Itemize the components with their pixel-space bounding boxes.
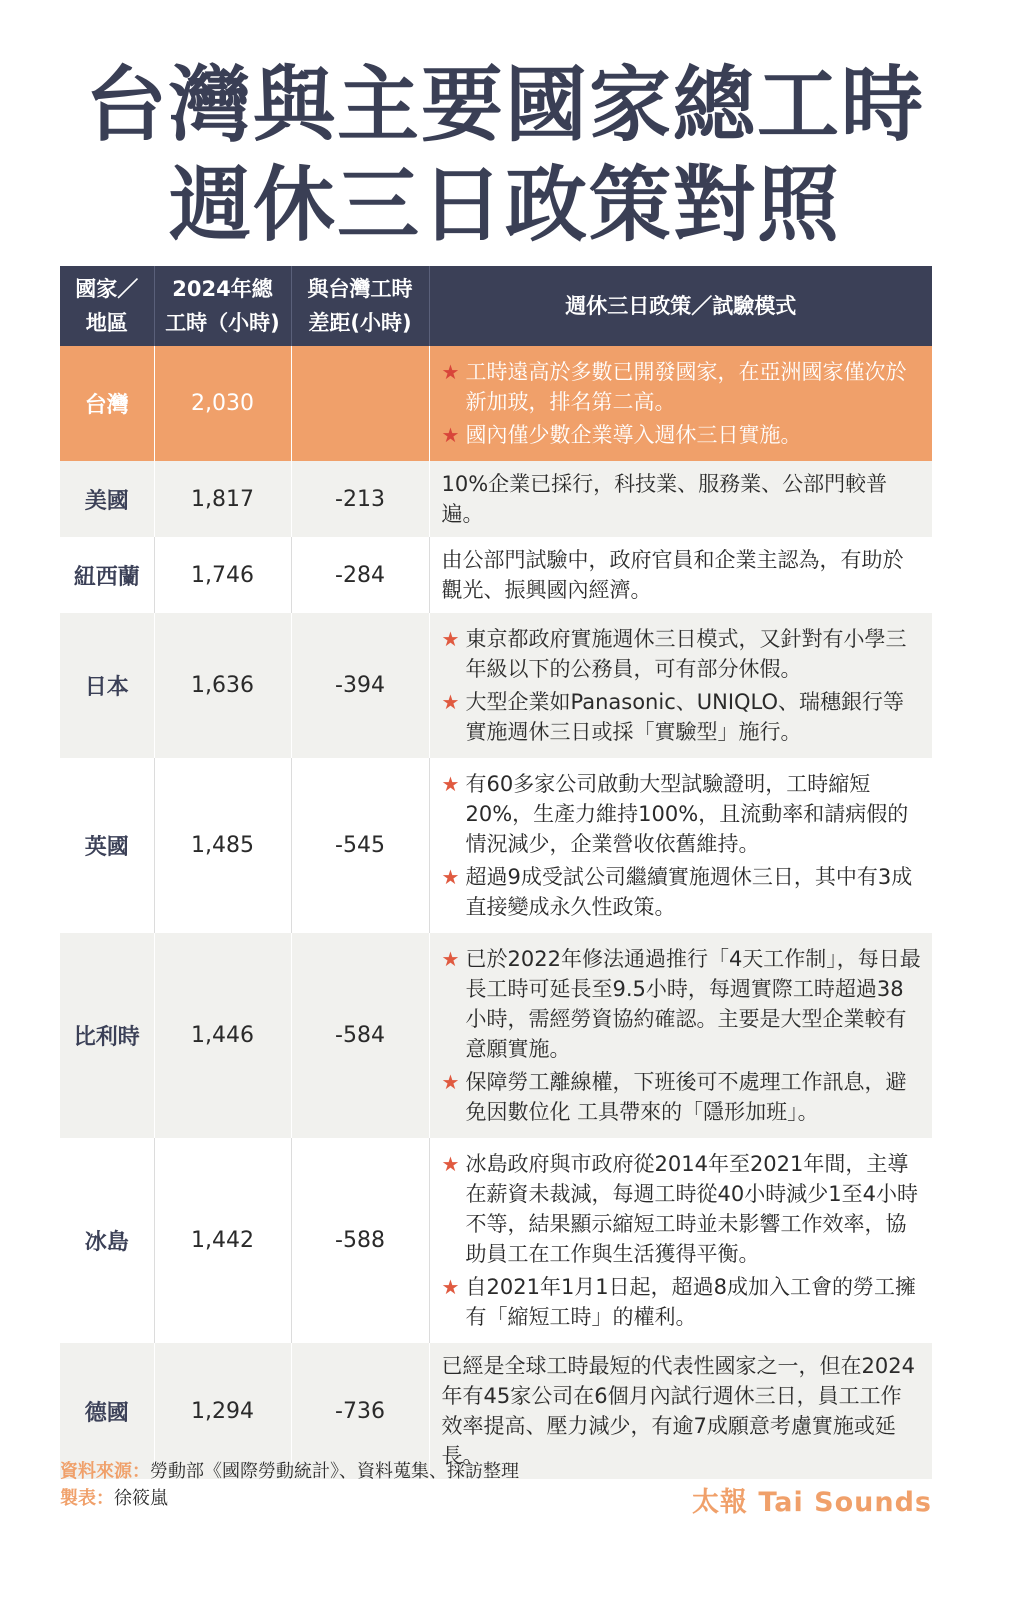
hours-cell: 1,294	[154, 1343, 291, 1479]
table-row-iceland	[60, 1138, 932, 1343]
policy-bullet: ★ 有60多家公司啟動大型試驗證明，工時縮短20%，生產力維持100%，且流動率和請病假的情況減少，企業營收依舊維持。	[442, 769, 923, 859]
policy-bullet: ★ 保障勞工離線權，下班後可不處理工作訊息，避免因數位化 工具帶來的「隱形加班」。	[442, 1067, 923, 1127]
gap-cell: -213	[291, 461, 429, 537]
policy-bullet: ★ 已於2022年修法通過推行「4天工作制」，每日最長工時可延長至9.5小時，每週實際工時超過38小時，需經勞資協約確認。主要是大型企業較有意願實施。	[442, 944, 923, 1064]
policy-cell	[429, 613, 932, 758]
country-cell: 英國	[60, 758, 154, 933]
table-header-row	[60, 266, 932, 346]
maker-line	[60, 1485, 519, 1512]
policy-bullet: ★ 超過9成受試公司繼續實施週休三日，其中有3成直接變成永久性政策。	[442, 862, 923, 922]
hours-cell: 2,030	[154, 346, 291, 461]
gap-cell: -736	[291, 1343, 429, 1479]
policy-cell	[429, 346, 932, 461]
table-row-taiwan	[60, 346, 932, 461]
policy-bullet: ★ 大型企業如Panasonic、UNIQLO、瑞穗銀行等實施週休三日或採「實驗型」施行。	[442, 687, 923, 747]
hours-cell: 1,442	[154, 1138, 291, 1343]
brand-logo: 太報 Tai Sounds	[691, 1487, 932, 1518]
footer-credits	[60, 1458, 519, 1512]
country-cell: 美國	[60, 461, 154, 537]
star-icon: ★	[441, 627, 460, 651]
table-row-belgium	[60, 933, 932, 1138]
country-cell: 德國	[60, 1343, 154, 1479]
policy-cell: 由公部門試驗中，政府官員和企業主認為，有助於觀光、振興國內經濟。	[429, 537, 932, 613]
header-country: 國家／ 地區	[60, 266, 154, 346]
comparison-table	[60, 266, 932, 1479]
hours-cell: 1,485	[154, 758, 291, 933]
source-text: 勞動部《國際勞動統計》、資料蒐集、採訪整理	[150, 1461, 519, 1482]
gap-cell: -284	[291, 537, 429, 613]
table-row-japan	[60, 613, 932, 758]
country-cell: 紐西蘭	[60, 537, 154, 613]
policy-cell	[429, 758, 932, 933]
star-icon: ★	[441, 1275, 460, 1299]
star-icon: ★	[441, 865, 460, 889]
star-icon: ★	[441, 423, 460, 447]
gap-cell: -588	[291, 1138, 429, 1343]
title-line-2: 週休三日政策對照	[168, 158, 841, 253]
star-icon: ★	[441, 690, 460, 714]
star-icon: ★	[441, 947, 460, 971]
policy-cell	[429, 933, 932, 1138]
policy-cell: 已經是全球工時最短的代表性國家之一，但在2024年有45家公司在6個月內試行週休三日，員工工作效率提高、壓力減少，有逾7成願意考慮實施或延長。	[429, 1343, 932, 1479]
policy-bullet: ★ 東京都政府實施週休三日模式，又針對有小學三年級以下的公務員，可有部分休假。	[442, 624, 923, 684]
gap-cell	[291, 346, 429, 461]
star-icon: ★	[441, 360, 460, 384]
source-line	[60, 1458, 519, 1485]
maker-text: 徐筱嵐	[114, 1488, 168, 1509]
star-icon: ★	[441, 772, 460, 796]
policy-bullet: ★ 冰島政府與市政府從2014年至2021年間，主導在薪資未裁減，每週工時從40小時減少1至4小時不等，結果顯示縮短工時並未影響工作效率，協助員工在工作與生活獲得平衡。	[442, 1149, 923, 1269]
gap-cell: -545	[291, 758, 429, 933]
star-icon: ★	[441, 1152, 460, 1176]
gap-cell: -584	[291, 933, 429, 1138]
country-cell: 日本	[60, 613, 154, 758]
policy-bullet: ★ 國內僅少數企業導入週休三日實施。	[442, 420, 923, 450]
policy-cell: 10%企業已採行，科技業、服務業、公部門較普遍。	[429, 461, 932, 537]
hours-cell: 1,817	[154, 461, 291, 537]
policy-bullet: ★ 自2021年1月1日起，超過8成加入工會的勞工擁有「縮短工時」的權利。	[442, 1272, 923, 1332]
hours-cell: 1,446	[154, 933, 291, 1138]
source-label: 資料來源：	[60, 1461, 150, 1482]
title-line-1: 台灣與主要國家總工時	[84, 58, 925, 153]
policy-bullet: ★ 工時遠高於多數已開發國家，在亞洲國家僅次於新加玻，排名第二高。	[442, 357, 923, 417]
table-row-new-zealand	[60, 537, 932, 613]
star-icon: ★	[441, 1070, 460, 1094]
country-cell: 台灣	[60, 346, 154, 461]
table-row-usa	[60, 461, 932, 537]
header-hours: 2024年總 工時（小時)	[154, 266, 291, 346]
page-title	[0, 56, 1010, 256]
header-policy: 週休三日政策／試驗模式	[429, 266, 932, 346]
header-gap: 與台灣工時 差距(小時)	[291, 266, 429, 346]
hours-cell: 1,746	[154, 537, 291, 613]
country-cell: 比利時	[60, 933, 154, 1138]
country-cell: 冰島	[60, 1138, 154, 1343]
table-row-uk	[60, 758, 932, 933]
maker-label: 製表：	[60, 1488, 114, 1509]
gap-cell: -394	[291, 613, 429, 758]
policy-cell	[429, 1138, 932, 1343]
hours-cell: 1,636	[154, 613, 291, 758]
